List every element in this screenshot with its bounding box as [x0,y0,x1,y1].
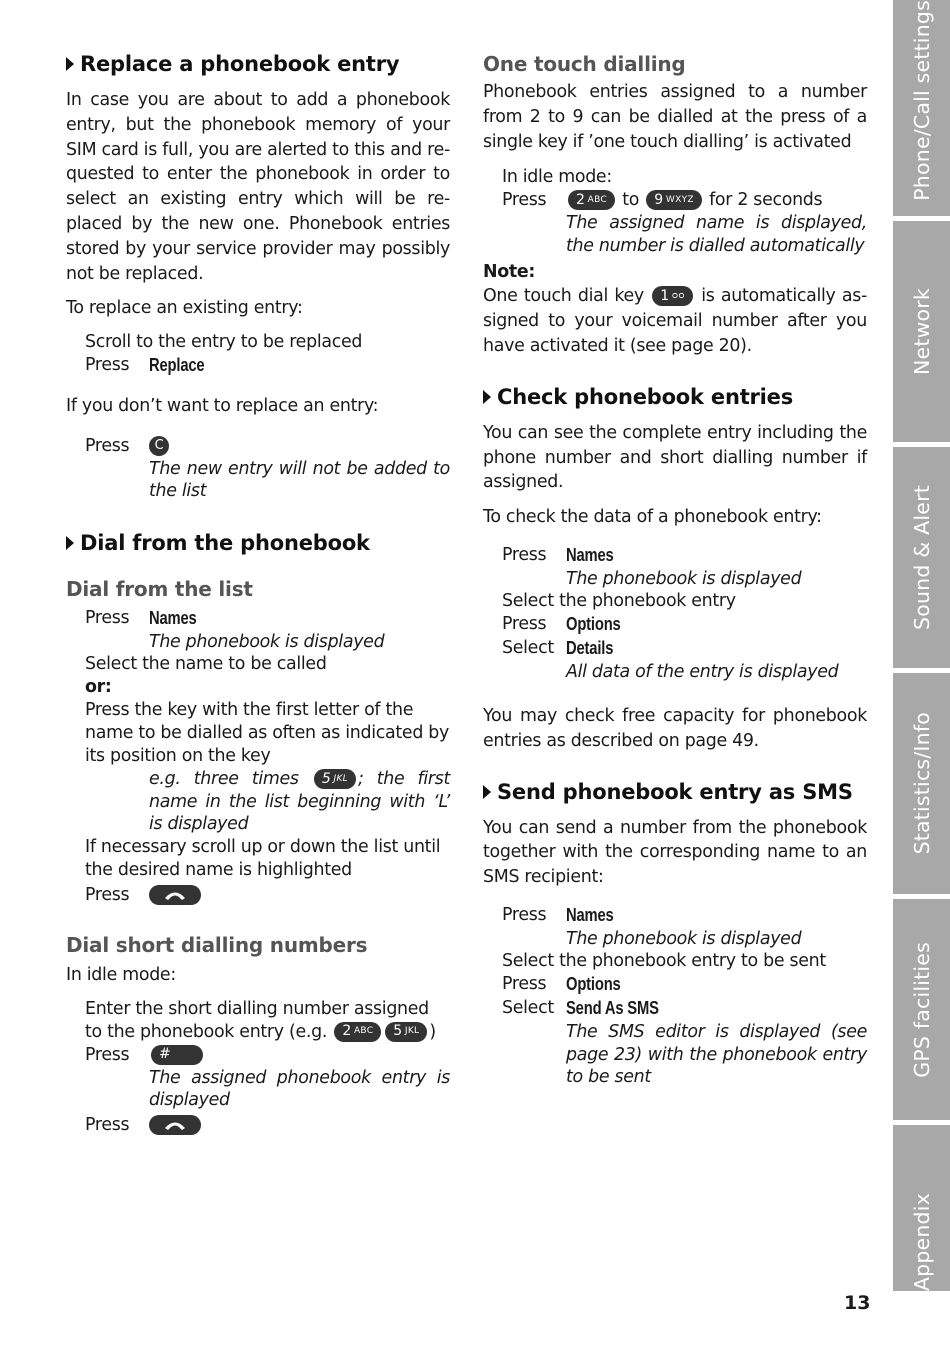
send-as-sms-menu-item[interactable]: Send As SMS [566,998,659,1019]
options-softkey[interactable]: Options [566,614,621,635]
replace-softkey[interactable]: Replace [149,355,205,376]
details-menu-item[interactable]: Details [566,638,614,659]
triangle-bullet-icon [66,57,74,71]
triangle-bullet-icon [483,390,491,404]
tab-appendix[interactable]: Appendix [893,1125,950,1291]
onetouch-heading: One touch dialling [483,52,686,76]
send-select-entry: Select the phonebook entry to be sent [502,951,826,972]
key-2[interactable]: 2 ABC [334,1022,381,1042]
dial-or: or: [85,677,112,698]
dial-example: e.g. three times 5 JKL ; the first name in the list beginning with ‘L’ is displayed [149,769,451,835]
section-tabs [893,0,950,1345]
onetouch-press: Press 2 ABC to 9 WXYZ for 2 seconds [502,190,823,211]
check-heading: Check phonebook entries [483,385,867,409]
short-press-hash: Press # [85,1044,450,1067]
short-idle: In idle mode: [66,964,176,985]
replace-intro: In case you are about to add a phonebook entry, but the phonebook memory of your SIM card is full, you are alerted to this and re-quested to enter the phonebook in order to select an existing entry which will be re-placed by the new one. Phonebook entries stored by your service provider may possibly not be replaced. [66,90,450,284]
send-steps [483,904,867,1089]
tab-sound-alert[interactable]: Sound & Alert [893,447,950,668]
replace-step-press: Press Replace [85,355,205,376]
short-press-call: Press [85,1114,450,1137]
dial-select-name: Select the name to be called [85,654,327,675]
send-para: You can send a number from the phonebook together with the corresponding name to an SMS recipient: [483,817,867,888]
replace-heading: Replace a phonebook entry [66,52,450,76]
check-para3: You may check free capacity for phonebook entries as described on page 49. [483,705,867,751]
short-subheading: Dial short dialling numbers [66,932,368,957]
dial-displayed-note: The phonebook is displayed [149,631,385,652]
dial-heading: Dial from the phonebook [66,531,450,555]
onetouch-steps [483,166,867,257]
triangle-bullet-icon [483,785,491,799]
dial-scroll-text: If necessary scroll up or down the list until the desired name is highlighted [85,836,441,880]
tab-phone-call-settings[interactable]: Phone/Call settings [893,0,950,216]
key-9[interactable]: 9 WXYZ [646,190,702,210]
check-select-details: Select Details [502,638,614,659]
hash-key[interactable]: # [151,1045,203,1065]
triangle-bullet-icon [66,536,74,550]
replace-cancel-note: The new entry will not be added to the list [149,458,450,502]
key-2[interactable]: 2 ABC [568,190,615,210]
tab-statistics-info[interactable]: Statistics/Info [893,673,950,894]
options-softkey[interactable]: Options [566,974,621,995]
dial-list-steps [66,607,450,907]
send-press-names: Press Names [502,904,614,925]
names-softkey[interactable]: Names [566,544,614,565]
replace-step-scroll: Scroll to the entry to be replaced [85,332,363,353]
check-para1: You can see the complete entry including the phone number and short dialling number if assigned. [483,422,867,493]
check-press-options: Press Options [502,614,621,635]
dial-press-call: Press [85,884,450,907]
onetouch-result: The assigned name is displayed, the number is dialled automatically [566,213,867,256]
tab-gps-facilities[interactable]: GPS facilities [893,899,950,1120]
send-press-options: Press Options [502,974,621,995]
onetouch-note: One touch dial key 1 ᴑᴑ is automatically as-signed to your voicemail number after you have activated it (see page 20). [483,286,868,356]
page-number: 13 [844,1292,871,1314]
check-press-names: Press Names [502,544,614,565]
key-5[interactable]: 5 JKL [385,1022,427,1042]
call-key-icon[interactable] [149,885,201,905]
onetouch-note-label: Note: [483,262,536,283]
send-select-sms: Select Send As SMS [502,998,659,1019]
replace-steps [66,331,450,378]
names-softkey[interactable]: Names [149,607,197,628]
short-enter-text: Enter the short dialling number assigned to the phonebook entry (e.g. 2 ABC 5 JKL ) [85,998,436,1042]
send-editor-note: The SMS editor is displayed (see page 23) with the phonebook entry to be sent [566,1022,867,1088]
replace-cancel-press: Press C [85,435,450,458]
onetouch-idle: In idle mode: [502,167,612,188]
short-assigned-note: The assigned phonebook entry is displayed [149,1067,450,1111]
onetouch-para: Phonebook entries assigned to a number from 2 to 9 can be dialled at the press of a single key if ’one touch dialling’ is activated [483,82,867,152]
dial-press-names: Press Names [85,607,197,628]
send-heading: Send phonebook entry as SMS [483,780,867,804]
right-column [483,52,867,1105]
dial-press-key-text: Press the key with the first letter of the name to be dialled as often as indicated by its position on the key [85,700,450,767]
key-5[interactable]: 5 JKL [314,769,356,789]
check-displayed: The phonebook is displayed [566,568,802,589]
replace-lead: To replace an existing entry: [66,298,303,319]
short-steps [66,998,450,1137]
names-softkey[interactable]: Names [566,904,614,925]
check-steps [483,544,867,684]
check-para2: To check the data of a phonebook entry: [483,507,822,528]
replace-cancel-steps [66,435,450,503]
clear-key-icon[interactable]: C [149,436,169,456]
call-key-icon[interactable] [149,1115,201,1135]
send-displayed: The phonebook is displayed [566,928,802,949]
replace-cancel-lead: If you don’t want to replace an entry: [66,396,379,417]
key-1-voicemail[interactable]: 1 ᴑᴑ [652,286,693,306]
left-column [66,52,450,1153]
dial-list-subheading: Dial from the list [66,576,253,601]
check-select-entry: Select the phonebook entry [502,591,736,612]
check-all-data: All data of the entry is displayed [566,662,839,683]
tab-network[interactable]: Network [893,221,950,442]
